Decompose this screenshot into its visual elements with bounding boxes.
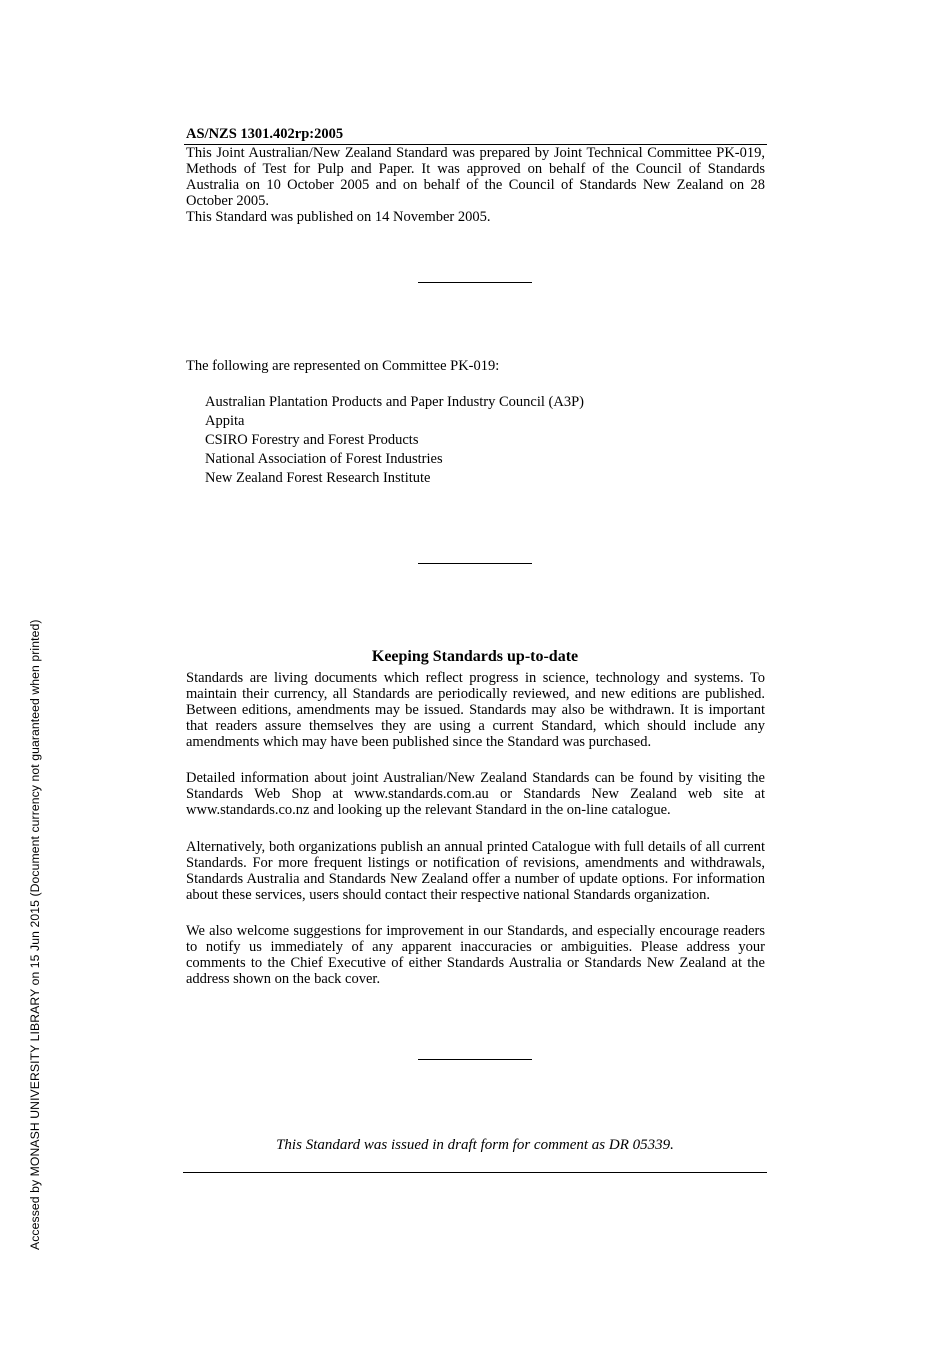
committee-member: CSIRO Forestry and Forest Products [205, 432, 419, 448]
committee-member: Appita [205, 413, 245, 429]
access-watermark: Accessed by MONASH UNIVERSITY LIBRARY on 15 Jun 2015 (Document currency not guaranteed when printed) [28, 619, 42, 1250]
publication-date-paragraph: This Standard was published on 14 November 2005. [186, 209, 491, 225]
committee-member-list [205, 394, 584, 489]
footer-rule [183, 1172, 767, 1173]
committee-member: New Zealand Forest Research Institute [205, 470, 431, 486]
committee-member: Australian Plantation Products and Paper Industry Council (A3P) [205, 394, 584, 410]
keeping-paragraph: Standards are living documents which reflect progress in science, technology and systems. To maintain their currency, all Standards are periodically reviewed, and new editions are published. Between editions, amendments may be issued. Standards may also be withdrawn. It is important that readers assure themselves they are using a current Standard, which should include any amendments which may have been published since the Standard was purchased. [186, 670, 765, 750]
keeping-paragraph: We also welcome suggestions for improvement in our Standards, and especially encourage readers to notify us immediately of any apparent inaccuracies or ambiguities. Please address your comments to the Chief Executive of either Standards Australia or Standards New Zealand at the address shown on the back cover. [186, 923, 765, 987]
keeping-paragraph: Detailed information about joint Australian/New Zealand Standards can be found by visiting the Standards Web Shop at www.standards.com.au or Standards New Zealand web site at www.standards.co.nz and looking up the relevant Standard in the on-line catalogue. [186, 770, 765, 818]
section-divider [418, 282, 532, 283]
committee-member: National Association of Forest Industries [205, 451, 443, 467]
committee-intro: The following are represented on Committee PK-019: [186, 358, 500, 374]
keeping-standards-heading: Keeping Standards up-to-date [371, 648, 579, 665]
section-divider [418, 563, 532, 564]
section-divider [418, 1059, 532, 1060]
draft-note: This Standard was issued in draft form for comment as DR 05339. [276, 1137, 674, 1153]
keeping-paragraph: Alternatively, both organizations publish an annual printed Catalogue with full details of all current Standards. For more frequent listings or notification of revisions, amendments and withdrawals, Standards Australia and Standards New Zealand offer a number of update options. For information about these services, users should contact their respective national Standards organization. [186, 839, 765, 903]
standard-code: AS/NZS 1301.402rp:2005 [186, 126, 344, 142]
approval-paragraph: This Joint Australian/New Zealand Standard was prepared by Joint Technical Committee PK-019, Methods of Test for Pulp and Paper. It was approved on behalf of the Council of Standards Australia on 10 October 2005 and on behalf of the Council of Standards New Zealand on 28 October 2005. [186, 145, 765, 209]
